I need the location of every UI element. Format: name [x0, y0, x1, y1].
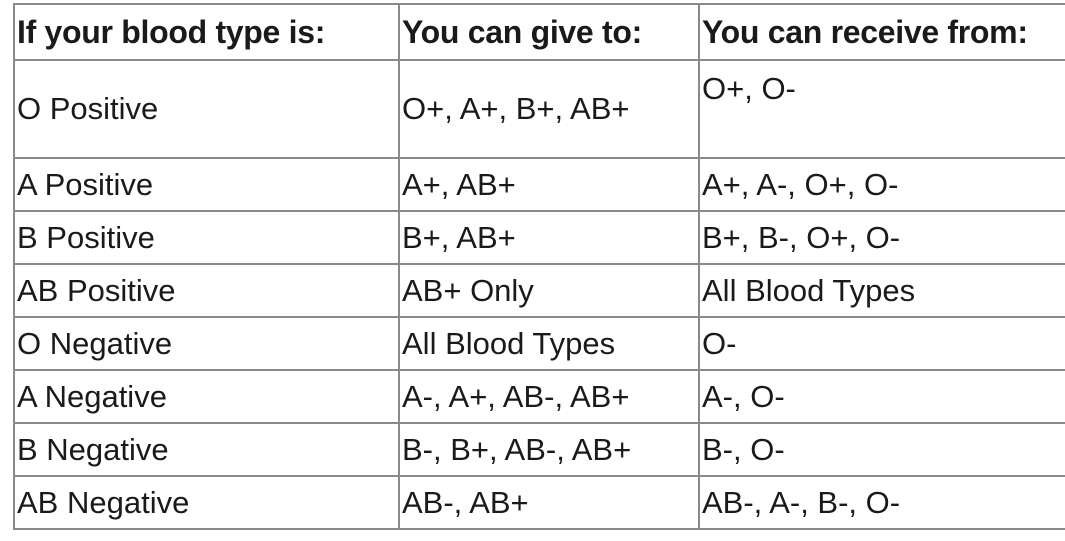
- give-to-cell: AB-, AB+: [399, 476, 699, 529]
- give-to-cell: AB+ Only: [399, 264, 699, 317]
- give-to-cell: B+, AB+: [399, 211, 699, 264]
- table-row: [14, 264, 1065, 317]
- blood-type-compatibility-table: [13, 3, 1065, 530]
- blood-type-cell: A Positive: [14, 158, 399, 211]
- table-row: [14, 476, 1065, 529]
- blood-type-cell: A Negative: [14, 370, 399, 423]
- receive-from-cell: B+, B-, O+, O-: [699, 211, 1065, 264]
- table-row: [14, 211, 1065, 264]
- receive-from-cell: AB-, A-, B-, O-: [699, 476, 1065, 529]
- table-row: [14, 423, 1065, 476]
- blood-type-cell: AB Negative: [14, 476, 399, 529]
- receive-from-cell: A-, O-: [699, 370, 1065, 423]
- table-row: [14, 60, 1065, 158]
- blood-type-cell: B Negative: [14, 423, 399, 476]
- give-to-cell: B-, B+, AB-, AB+: [399, 423, 699, 476]
- receive-from-cell: A+, A-, O+, O-: [699, 158, 1065, 211]
- give-to-cell: O+, A+, B+, AB+: [399, 60, 699, 158]
- receive-from-cell: O+, O-: [699, 60, 1065, 158]
- table-row: [14, 158, 1065, 211]
- receive-from-cell: O-: [699, 317, 1065, 370]
- blood-type-cell: AB Positive: [14, 264, 399, 317]
- header-row: [14, 4, 1065, 60]
- header-can-receive-from: You can receive from:: [699, 4, 1065, 60]
- blood-type-cell: O Negative: [14, 317, 399, 370]
- receive-from-cell: B-, O-: [699, 423, 1065, 476]
- receive-from-cell: All Blood Types: [699, 264, 1065, 317]
- header-blood-type: If your blood type is:: [14, 4, 399, 60]
- give-to-cell: A+, AB+: [399, 158, 699, 211]
- give-to-cell: A-, A+, AB-, AB+: [399, 370, 699, 423]
- give-to-cell: All Blood Types: [399, 317, 699, 370]
- blood-type-cell: B Positive: [14, 211, 399, 264]
- blood-type-cell: O Positive: [14, 60, 399, 158]
- header-can-give-to: You can give to:: [399, 4, 699, 60]
- table-row: [14, 370, 1065, 423]
- table-row: [14, 317, 1065, 370]
